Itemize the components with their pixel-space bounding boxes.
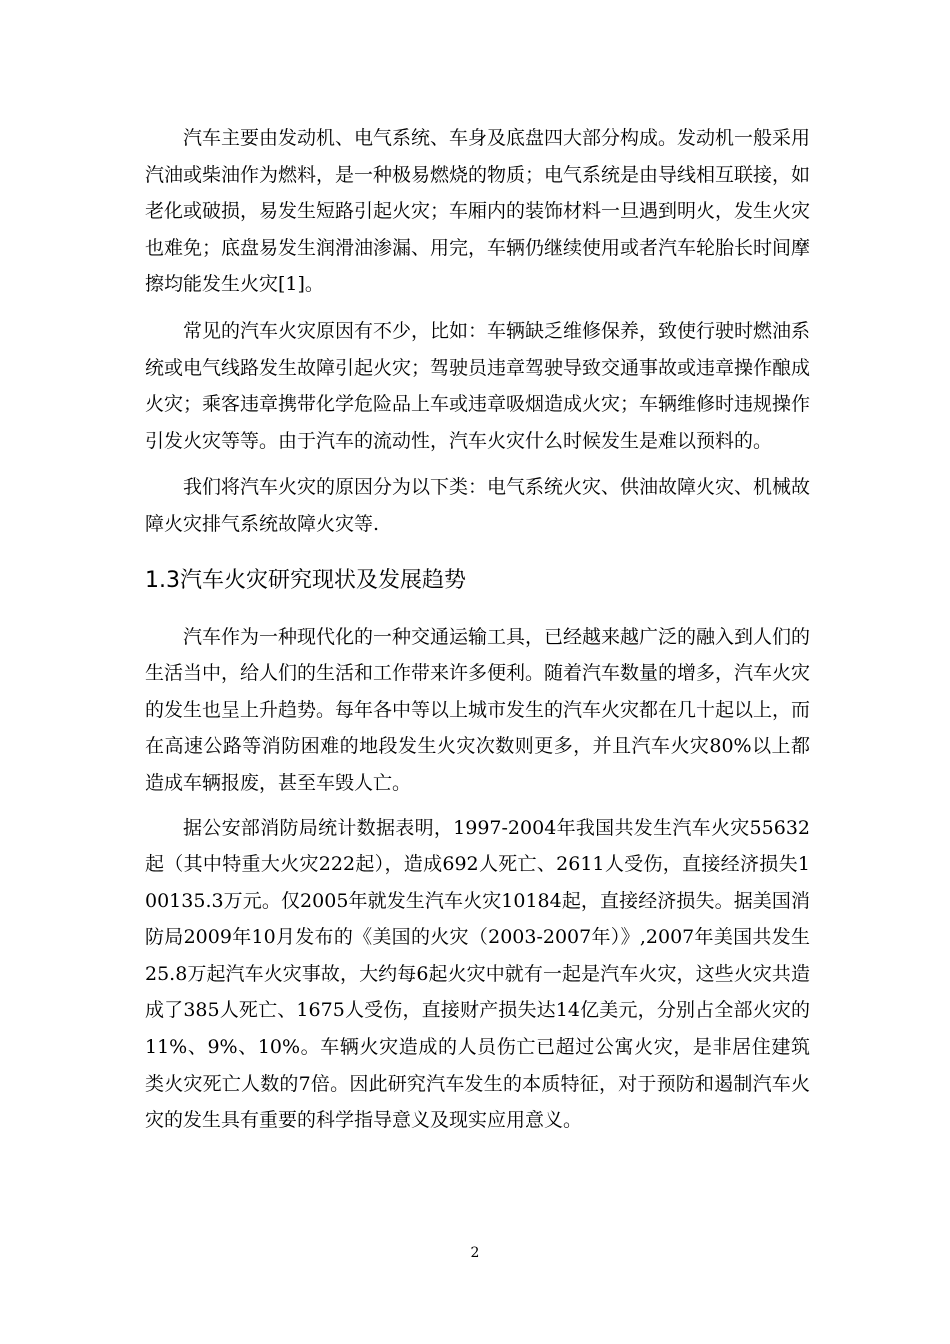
paragraph-fire-statistics: 据公安部消防局统计数据表明，1997-2004年我国共发生汽车火灾55632起（其中特重大火灾222起），造成692人死亡、2611人受伤，直接经济损失100135.3万元。仅2005年就发生汽车火灾10184起，直接经济损失。据美国消防局2009年10月发布的《美国的火灾（2003-2007年）》,2007年美国共发生25.8万起汽车火灾事故，大约每6起火灾中就有一起是汽车火灾，这些火灾共造成了385人死亡、1675人受伤，直接财产损失达14亿美元，分别占全部火灾的11%、9%、10%。车辆火灾造成的人员伤亡已超过公寓火灾，是非居住建筑类火灾死亡人数的7倍。因此研究汽车发生的本质特征，对于预防和遏制汽车火灾的发生具有重要的科学指导意义及现实应用意义。: [145, 816, 810, 1132]
paragraph-common-fire-causes: 常见的汽车火灾原因有不少，比如：车辆缺乏维修保养，致使行驶时燃油系统或电气线路发生故障引起火灾；驾驶员违章驾驶导致交通事故或违章操作酿成火灾；乘客违章携带化学危险品上车或违章吸烟造成火灾；车辆维修时违规操作引发火灾等等。由于汽车的流动性，汽车火灾什么时候发生是难以预料的。: [145, 319, 811, 452]
section-heading: 1.3汽车火灾研究现状及发展趋势: [145, 567, 466, 593]
page-body: [145, 120, 810, 1139]
page-number: 2: [470, 1245, 480, 1261]
paragraph-fire-cause-categories: 我们将汽车火灾的原因分为以下类：电气系统火灾、供油故障火灾、机械故障火灾排气系统故障火灾等.: [145, 476, 811, 535]
paragraph-vehicle-structure: 汽车主要由发动机、电气系统、车身及底盘四大部分构成。发动机一般采用汽油或柴油作为燃料，是一种极易燃烧的物质；电气系统是由导线相互联接，如老化或破损，易发生短路引起火灾；车厢内的装饰材料一旦遇到明火，发生火灾也难免；底盘易发生润滑油渗漏、用完，车辆仍继续使用或者汽车轮胎长时间摩擦均能发生火灾[1]。: [145, 127, 811, 296]
paragraph-research-background: 汽车作为一种现代化的一种交通运输工具，已经越来越广泛的融入到人们的生活当中，给人们的生活和工作带来许多便利。随着汽车数量的增多，汽车火灾的发生也呈上升趋势。每年各中等以上城市发生的汽车火灾都在几十起以上，而在高速公路等消防困难的地段发生火灾次数则更多，并且汽车火灾80%以上都造成车辆报废，甚至车毁人亡。: [145, 625, 811, 794]
